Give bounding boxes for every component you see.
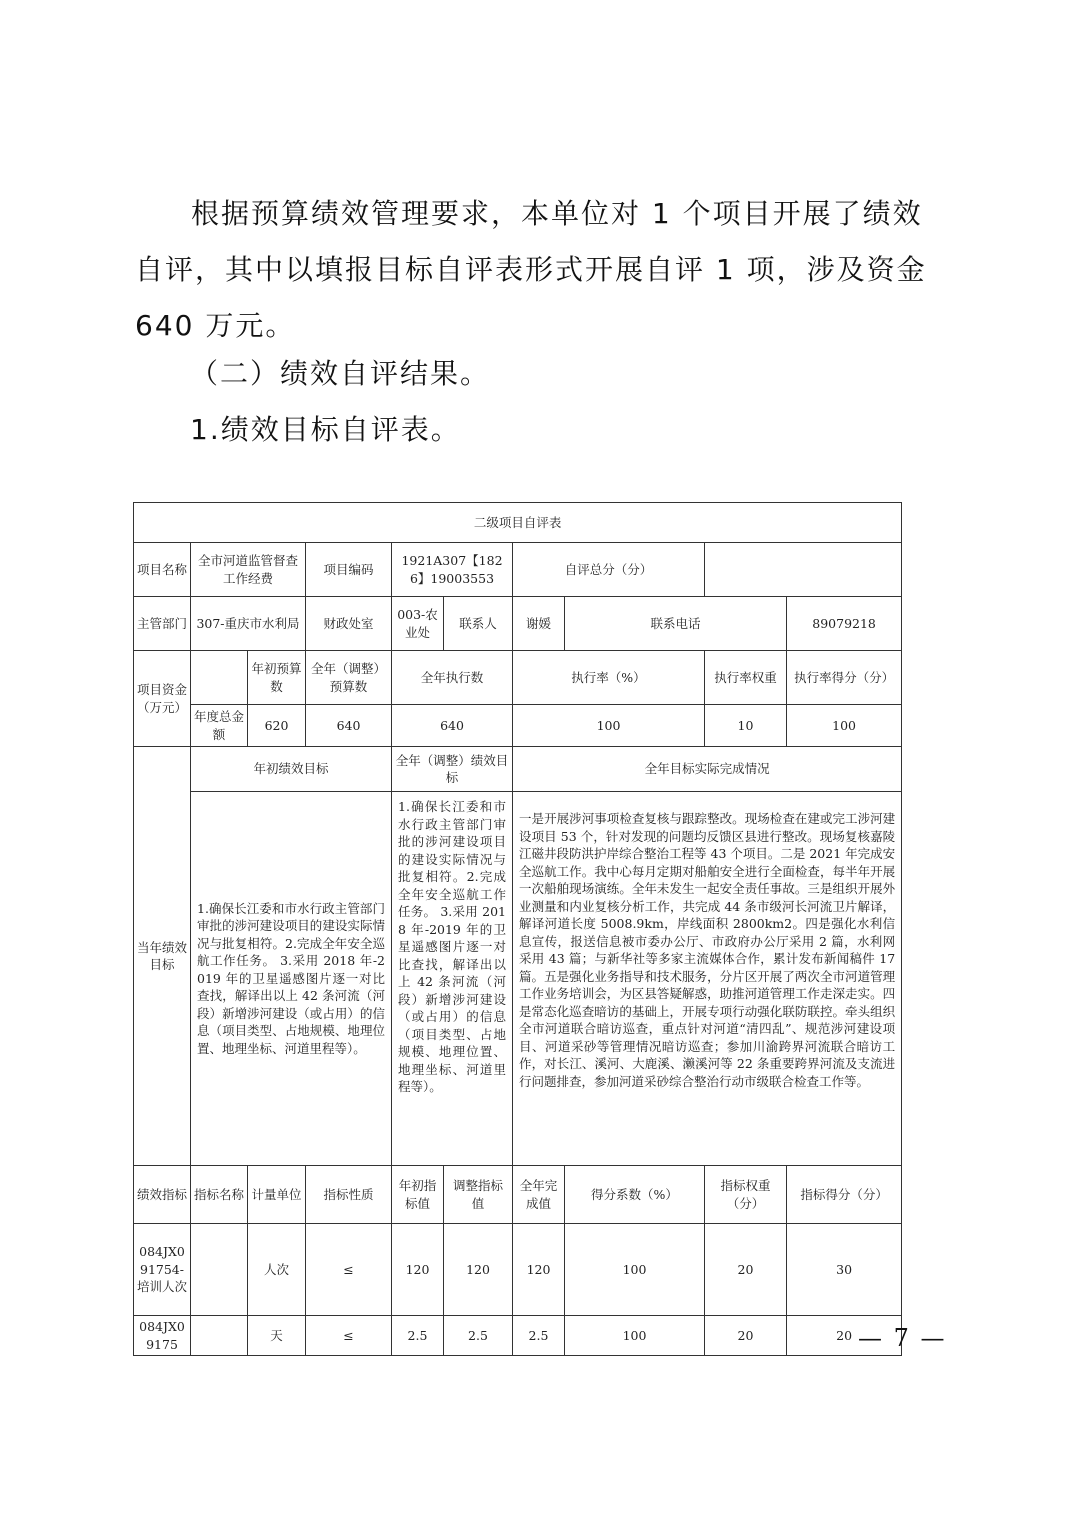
funds-rate-header: 执行率（%） xyxy=(513,651,705,705)
indicator-cell: 20 xyxy=(705,1224,787,1316)
table-row xyxy=(134,747,902,792)
phone-label: 联系电话 xyxy=(565,597,787,651)
table-row xyxy=(134,1316,902,1356)
table-row xyxy=(134,792,902,1166)
indicator-cell: 20 xyxy=(705,1316,787,1356)
funds-executed-header: 全年执行数 xyxy=(392,651,513,705)
indicator-cell: 2.5 xyxy=(444,1316,513,1356)
funds-score-header: 执行率得分（分） xyxy=(787,651,902,705)
table-row xyxy=(134,597,902,651)
indicator-header: 指标权重（分） xyxy=(705,1166,787,1224)
funds-adjusted: 640 xyxy=(306,705,392,747)
score-value xyxy=(705,543,902,597)
funds-row-label: 年度总金额 xyxy=(191,705,248,747)
indicator-header: 指标名称 xyxy=(191,1166,248,1224)
indicator-cell: 084JX09175 xyxy=(134,1316,191,1356)
funds-adjusted-header: 全年（调整）预算数 xyxy=(306,651,392,705)
indicator-cell: ≤ xyxy=(306,1316,392,1356)
dept-value: 307-重庆市水利局 xyxy=(191,597,306,651)
table-row xyxy=(134,1166,902,1224)
indicator-header: 年初指标值 xyxy=(392,1166,444,1224)
indicator-cell: 2.5 xyxy=(513,1316,565,1356)
funds-weight-header: 执行率权重 xyxy=(705,651,787,705)
indicator-cell: 20 xyxy=(787,1316,902,1356)
office-value: 003-农业处 xyxy=(392,597,444,651)
indicator-header: 计量单位 xyxy=(248,1166,306,1224)
table-row xyxy=(134,651,902,705)
indicator-cell: 120 xyxy=(513,1224,565,1316)
indicator-cell: 120 xyxy=(444,1224,513,1316)
indicator-header: 全年完成值 xyxy=(513,1166,565,1224)
indicator-cell: 天 xyxy=(248,1316,306,1356)
project-name-label: 项目名称 xyxy=(134,543,191,597)
indicator-cell: 120 xyxy=(392,1224,444,1316)
table-row xyxy=(134,543,902,597)
indicator-cell: 084JX091754-培训人次 xyxy=(134,1224,191,1316)
funds-empty-header xyxy=(191,651,248,705)
office-label: 财政处室 xyxy=(306,597,392,651)
phone-value: 89079218 xyxy=(787,597,902,651)
indicator-cell: 100 xyxy=(565,1224,705,1316)
table-row xyxy=(134,1224,902,1316)
goals-label: 当年绩效目标 xyxy=(134,747,191,1166)
contact-label: 联系人 xyxy=(444,597,513,651)
indicator-cell: ≤ xyxy=(306,1224,392,1316)
goals-initial-text: 1.确保长江委和市水行政主管部门审批的涉河建设项目的建设实际情况与批复相符。2.完成全年安全巡航工作任务。 3.采用 2018 年-2019 年的卫星遥感图片逐一对比查找，解译出以上 42 条河流（河段）新增涉河建设（或占用）的信息（项目类型、占地规模、地理位置、地理坐标、河道里程等）。 xyxy=(191,792,392,1166)
funds-initial-header: 年初预算数 xyxy=(248,651,306,705)
subsection-title: 1.绩效目标自评表。 xyxy=(190,413,461,446)
funds-rate: 100 xyxy=(513,705,705,747)
table-row xyxy=(134,705,902,747)
funds-weight: 10 xyxy=(705,705,787,747)
indicator-header: 指标性质 xyxy=(306,1166,392,1224)
goals-adjusted-header: 全年（调整）绩效目标 xyxy=(392,747,513,792)
score-label: 自评总分（分） xyxy=(513,543,705,597)
funds-initial: 620 xyxy=(248,705,306,747)
goals-actual-text: 一是开展涉河事项检查复核与跟踪整改。现场检查在建或完工涉河建设项目 53 个，针对发现的问题均反馈区县进行整改。现场复核嘉陵江磁井段防洪护岸综合整治工程等 43 个项目。二是 2021 年完成安全巡航工作。我中心每月定期对船舶安全进行全面检查，每半年开展一次船舶现场演练。全年未发生一起安全责任事故。三是组织开展外业测量和内业复核分析工作，共完成 44 条市级河长河流卫片解译，解译河道长度 5008.9km，岸线面积 2800km2。四是强化水利信息宣传，报送信息被市委办公厅、市政府办公厅采用 2 篇，水利网采用 43 篇；与新华社等多家主流媒体合作，累计发布新闻稿件 17 篇。五是强化业务指导和技术服务，分片区开展了两次全市河道管理工作业务培训会，为区县答疑解惑，助推河道管理工作走深走实。四是常态化巡查暗访的基础上，开展专项行动强化联防联控。牵头组织全市河道联合暗访巡查，重点针对河道“清四乱”、规范涉河建设项目、河道采砂等管理情况暗访巡查；参加川渝跨界河流联合暗访工作，对长江、溪河、大鹿溪、濑溪河等 22 条重要跨界河流及支流进行问题排查，参加河道采砂综合整治行动市级联合检查工作等。 xyxy=(513,792,902,1166)
indicator-cell: 人次 xyxy=(248,1224,306,1316)
indicator-header: 绩效指标 xyxy=(134,1166,191,1224)
intro-paragraph: 根据预算绩效管理要求，本单位对 1 个项目开展了绩效自评，其中以填报目标自评表形式开展自评 1 项，涉及资金 640 万元。 xyxy=(135,197,927,342)
indicator-cell: 2.5 xyxy=(392,1316,444,1356)
contact-value: 谢媛 xyxy=(513,597,565,651)
indicator-header: 指标得分（分） xyxy=(787,1166,902,1224)
goals-adjusted-text: 1.确保长江委和市水行政主管部门审批的涉河建设项目的建设实际情况与批复相符。2.完成全年安全巡航工作任务。 3.采用 2018 年-2019 年的卫星遥感图片逐一对比查找，解译出以上 42 条河流（河段）新增涉河建设（或占用）的信息（项目类型、占地规模、地理位置、地理坐标、河道里程等）。 xyxy=(392,792,513,1166)
goals-actual-header: 全年目标实际完成情况 xyxy=(513,747,902,792)
project-name: 全市河道监管督查工作经费 xyxy=(191,543,306,597)
section-title: （二）绩效自评结果。 xyxy=(190,357,491,390)
indicator-header: 得分系数（%） xyxy=(565,1166,705,1224)
project-code: 1921A307【1826】19003553 xyxy=(392,543,513,597)
funds-executed: 640 xyxy=(392,705,513,747)
project-code-label: 项目编码 xyxy=(306,543,392,597)
funds-label: 项目资金（万元） xyxy=(134,651,191,747)
indicator-header: 调整指标值 xyxy=(444,1166,513,1224)
indicator-cell: 30 xyxy=(787,1224,902,1316)
funds-score: 100 xyxy=(787,705,902,747)
page-number: — 7 — xyxy=(858,1324,947,1352)
self-evaluation-table xyxy=(133,502,902,1356)
indicator-cell xyxy=(191,1316,248,1356)
indicator-cell: 100 xyxy=(565,1316,705,1356)
dept-label: 主管部门 xyxy=(134,597,191,651)
goals-initial-header: 年初绩效目标 xyxy=(191,747,392,792)
table-title: 二级项目自评表 xyxy=(134,503,902,543)
indicator-cell xyxy=(191,1224,248,1316)
